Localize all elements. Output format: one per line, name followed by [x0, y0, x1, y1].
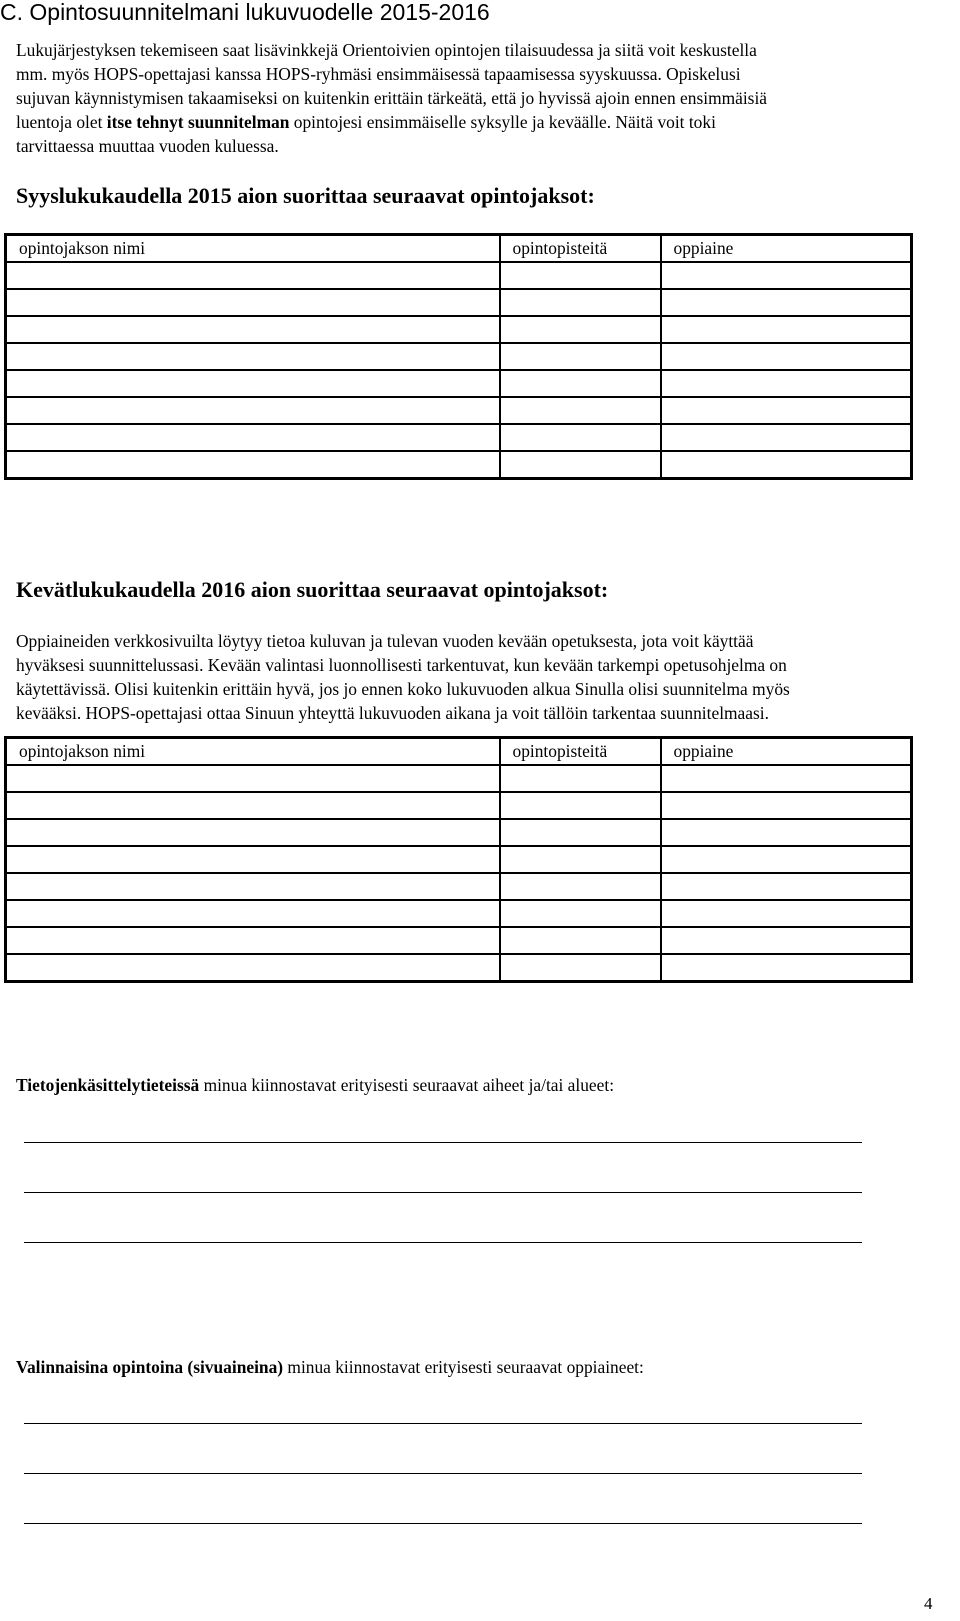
table-row: [6, 370, 912, 397]
answer-line[interactable]: [24, 1192, 862, 1193]
subject-cell[interactable]: [661, 424, 912, 451]
course-name-cell[interactable]: [6, 900, 500, 927]
course-name-cell[interactable]: [6, 424, 500, 451]
subject-cell[interactable]: [661, 792, 912, 819]
course-name-cell[interactable]: [6, 765, 500, 792]
table-row: [6, 316, 912, 343]
table-row: [6, 873, 912, 900]
credits-cell[interactable]: [500, 927, 661, 954]
credits-cell[interactable]: [500, 289, 661, 316]
course-name-cell[interactable]: [6, 954, 500, 982]
course-name-cell[interactable]: [6, 289, 500, 316]
credits-cell[interactable]: [500, 370, 661, 397]
credits-cell[interactable]: [500, 846, 661, 873]
subject-cell[interactable]: [661, 846, 912, 873]
course-name-cell[interactable]: [6, 846, 500, 873]
interest-prompt: [16, 1073, 614, 1097]
intro-text: luentoja olet: [16, 112, 107, 132]
answer-line[interactable]: [24, 1142, 862, 1143]
subject-cell[interactable]: [661, 873, 912, 900]
table-row: [6, 954, 912, 982]
column-header-course-name: opintojakson nimi: [6, 235, 500, 263]
subject-cell[interactable]: [661, 262, 912, 289]
table-row: [6, 846, 912, 873]
page-number: 4: [924, 1594, 933, 1613]
course-name-cell[interactable]: [6, 262, 500, 289]
intro-line: sujuvan käynnistymisen takaamiseksi on kuitenkin erittäin tärkeätä, että jo hyvissä ajoin ennen ensimmäisiä: [16, 88, 767, 108]
course-name-cell[interactable]: [6, 343, 500, 370]
table-row: [6, 900, 912, 927]
credits-cell[interactable]: [500, 316, 661, 343]
section-heading: C. Opintosuunnitelmani lukuvuodelle 2015-2016: [0, 0, 490, 25]
subject-cell[interactable]: [661, 370, 912, 397]
table-row: [6, 343, 912, 370]
course-name-cell[interactable]: [6, 370, 500, 397]
spring-text-line: hyväksesi suunnittelussasi. Kevään valintasi luonnollisesti tarkentuvat, kun kevään tarkempi opetusohjelma on: [16, 655, 787, 675]
subject-cell[interactable]: [661, 451, 912, 479]
spring-course-table: [4, 736, 913, 983]
spring-title: Kevätlukukaudella 2016 aion suorittaa seuraavat opintojaksot:: [16, 577, 609, 602]
credits-cell[interactable]: [500, 765, 661, 792]
table-row: [6, 424, 912, 451]
intro-line: Lukujärjestyksen tekemiseen saat lisävinkkejä Orientoivien opintojen tilaisuudessa ja siitä voit keskustella: [16, 40, 757, 60]
table-row: [6, 819, 912, 846]
table-row: [6, 927, 912, 954]
intro-line: mm. myös HOPS-opettajasi kanssa HOPS-ryhmäsi ensimmäisessä tapaamisessa syyskuussa. Opiskelusi: [16, 64, 741, 84]
intro-line: [16, 110, 716, 134]
subject-cell[interactable]: [661, 343, 912, 370]
table-header-row: [6, 235, 912, 263]
spring-text-line: käytettävissä. Olisi kuitenkin erittäin hyvä, jos jo ennen koko lukuvuoden alkua Sinulla olisi suunnitelma myös: [16, 679, 790, 699]
course-name-cell[interactable]: [6, 316, 500, 343]
intro-text: opintojesi ensimmäiselle syksylle ja keväälle. Näitä voit toki: [289, 112, 716, 132]
table-row: [6, 451, 912, 479]
column-header-subject: oppiaine: [661, 235, 912, 263]
credits-cell[interactable]: [500, 873, 661, 900]
answer-line[interactable]: [24, 1523, 862, 1524]
minors-emphasis: Valinnaisina opintoina (sivuaineina): [16, 1357, 284, 1377]
spring-text-line: Oppiaineiden verkkosivuilta löytyy tietoa kuluvan ja tulevan vuoden kevään opetuksesta, jota voit käyttää: [16, 631, 754, 651]
subject-cell[interactable]: [661, 900, 912, 927]
credits-cell[interactable]: [500, 954, 661, 982]
intro-emphasis: itse tehnyt suunnitelman: [106, 112, 290, 132]
credits-cell[interactable]: [500, 262, 661, 289]
minors-text: minua kiinnostavat erityisesti seuraavat oppiaineet:: [283, 1357, 644, 1377]
subject-cell[interactable]: [661, 316, 912, 343]
course-name-cell[interactable]: [6, 873, 500, 900]
credits-cell[interactable]: [500, 451, 661, 479]
column-header-subject: oppiaine: [661, 738, 912, 766]
course-name-cell[interactable]: [6, 927, 500, 954]
credits-cell[interactable]: [500, 792, 661, 819]
credits-cell[interactable]: [500, 343, 661, 370]
subject-cell[interactable]: [661, 819, 912, 846]
table-row: [6, 792, 912, 819]
subject-cell[interactable]: [661, 289, 912, 316]
subject-cell[interactable]: [661, 397, 912, 424]
column-header-credits: opintopisteitä: [500, 235, 661, 263]
credits-cell[interactable]: [500, 900, 661, 927]
subject-cell[interactable]: [661, 954, 912, 982]
table-row: [6, 262, 912, 289]
column-header-course-name: opintojakson nimi: [6, 738, 500, 766]
table-row: [6, 289, 912, 316]
credits-cell[interactable]: [500, 397, 661, 424]
table-header-row: [6, 738, 912, 766]
credits-cell[interactable]: [500, 424, 661, 451]
column-header-credits: opintopisteitä: [500, 738, 661, 766]
spring-text-line: kevääksi. HOPS-opettajasi ottaa Sinuun yhteyttä lukuvuoden aikana ja voit tällöin tarkentaa suunnitelmaasi.: [16, 703, 769, 723]
intro-line: tarvittaessa muuttaa vuoden kuluessa.: [16, 136, 279, 156]
credits-cell[interactable]: [500, 819, 661, 846]
answer-line[interactable]: [24, 1473, 862, 1474]
interest-emphasis: Tietojenkäsittelytieteissä: [16, 1075, 200, 1095]
subject-cell[interactable]: [661, 927, 912, 954]
interest-text: minua kiinnostavat erityisesti seuraavat aiheet ja/tai alueet:: [199, 1075, 615, 1095]
course-name-cell[interactable]: [6, 397, 500, 424]
subject-cell[interactable]: [661, 765, 912, 792]
table-row: [6, 397, 912, 424]
answer-line[interactable]: [24, 1242, 862, 1243]
course-name-cell[interactable]: [6, 819, 500, 846]
course-name-cell[interactable]: [6, 792, 500, 819]
minors-prompt: [16, 1355, 644, 1379]
answer-line[interactable]: [24, 1423, 862, 1424]
course-name-cell[interactable]: [6, 451, 500, 479]
autumn-course-table: [4, 233, 913, 480]
table-row: [6, 765, 912, 792]
autumn-title: Syyslukukaudella 2015 aion suorittaa seuraavat opintojaksot:: [16, 183, 595, 208]
